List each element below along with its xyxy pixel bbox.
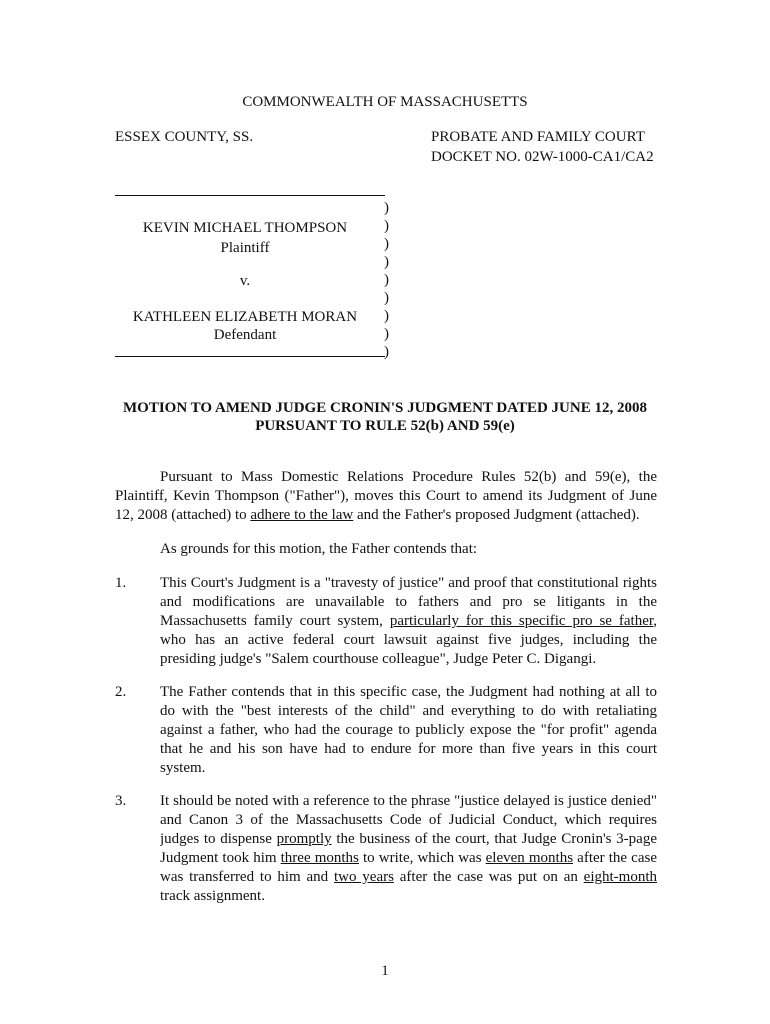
item-line: do with the "best interests of the child" and everything to do with retaliating <box>160 703 657 719</box>
item-line: judges to dispense promptly the business of the court, that Judge Cronin's 3-page <box>160 831 657 847</box>
plaintiff-name: KEVIN MICHAEL THOMPSON <box>142 220 348 236</box>
court-name: PROBATE AND FAMILY COURT <box>431 129 645 145</box>
underlined-phrase: particularly for this specific pro se father <box>389 613 654 629</box>
caption-paren: ) <box>384 200 389 216</box>
docket-number: DOCKET NO. 02W-1000-CA1/CA2 <box>431 149 654 165</box>
underlined-phrase: eight-month <box>583 869 657 885</box>
page-number: 1 <box>381 963 389 979</box>
underlined-phrase: two years <box>333 869 394 885</box>
defendant-role: Defendant <box>213 327 277 343</box>
plaintiff-role: Plaintiff <box>220 240 270 256</box>
item-line: that he and his son have had to endure for more than five years in this court <box>160 741 657 757</box>
underlined-phrase: three months <box>280 850 359 866</box>
item-line: This Court's Judgment is a "travesty of justice" and proof that constitutional rights <box>160 575 657 591</box>
item-line: Judgment took him three months to write, which was eleven months after the case <box>160 850 657 866</box>
caption-paren: ) <box>384 254 389 270</box>
motion-title-line-1: MOTION TO AMEND JUDGE CRONIN'S JUDGMENT DATED JUNE 12, 2008 <box>123 400 647 416</box>
caption-top-rule <box>115 195 385 196</box>
item-line: presiding judge's "Salem courthouse colleague", Judge Peter C. Digangi. <box>160 651 597 667</box>
county-label: ESSEX COUNTY, SS. <box>115 129 254 145</box>
item-line: who has an active federal court lawsuit against five judges, including the <box>160 632 657 648</box>
item-line: track assignment. <box>160 888 265 904</box>
caption-paren: ) <box>384 344 389 360</box>
caption-paren: ) <box>384 236 389 252</box>
versus-label: v. <box>239 273 251 289</box>
underlined-phrase: promptly <box>276 831 332 847</box>
intro-line: Pursuant to Mass Domestic Relations Procedure Rules 52(b) and 59(e), the <box>160 469 657 485</box>
item-line: The Father contends that in this specific case, the Judgment had nothing at all to <box>160 684 657 700</box>
item-line: against a father, who had the courage to publicly expose the "for profit" agenda <box>160 722 657 738</box>
underlined-phrase: eleven months <box>485 850 574 866</box>
item-line: was transferred to him and two years after the case was put on an eight-month <box>160 869 657 885</box>
grounds-statement: As grounds for this motion, the Father contends that: <box>160 541 478 557</box>
court-heading: COMMONWEALTH OF MASSACHUSETTS <box>242 94 528 110</box>
item-number: 3. <box>115 793 127 809</box>
item-number: 2. <box>115 684 127 700</box>
item-line: It should be noted with a reference to the phrase "justice delayed is justice denied" <box>160 793 657 809</box>
caption-paren: ) <box>384 218 389 234</box>
item-line: system. <box>160 760 206 776</box>
caption-paren: ) <box>384 290 389 306</box>
caption-paren: ) <box>384 272 389 288</box>
caption-paren: ) <box>384 326 389 342</box>
defendant-name: KATHLEEN ELIZABETH MORAN <box>132 309 358 325</box>
item-line: Massachusetts family court system, particularly for this specific pro se father, <box>160 613 657 629</box>
caption-paren: ) <box>384 308 389 324</box>
item-line: and Canon 3 of the Massachusetts Code of Judicial Conduct, which requires <box>160 812 657 828</box>
intro-line: Plaintiff, Kevin Thompson ("Father"), moves this Court to amend its Judgment of June <box>115 488 657 504</box>
item-number: 1. <box>115 575 127 591</box>
caption-bottom-rule <box>115 356 385 357</box>
motion-title-line-2: PURSUANT TO RULE 52(b) AND 59(e) <box>255 418 515 434</box>
item-line: and modifications are unavailable to fathers and pro se litigants in the <box>160 594 657 610</box>
intro-line: 12, 2008 (attached) to adhere to the law and the Father's proposed Judgment (attached). <box>115 507 640 523</box>
underlined-phrase: adhere to the law <box>250 507 354 523</box>
